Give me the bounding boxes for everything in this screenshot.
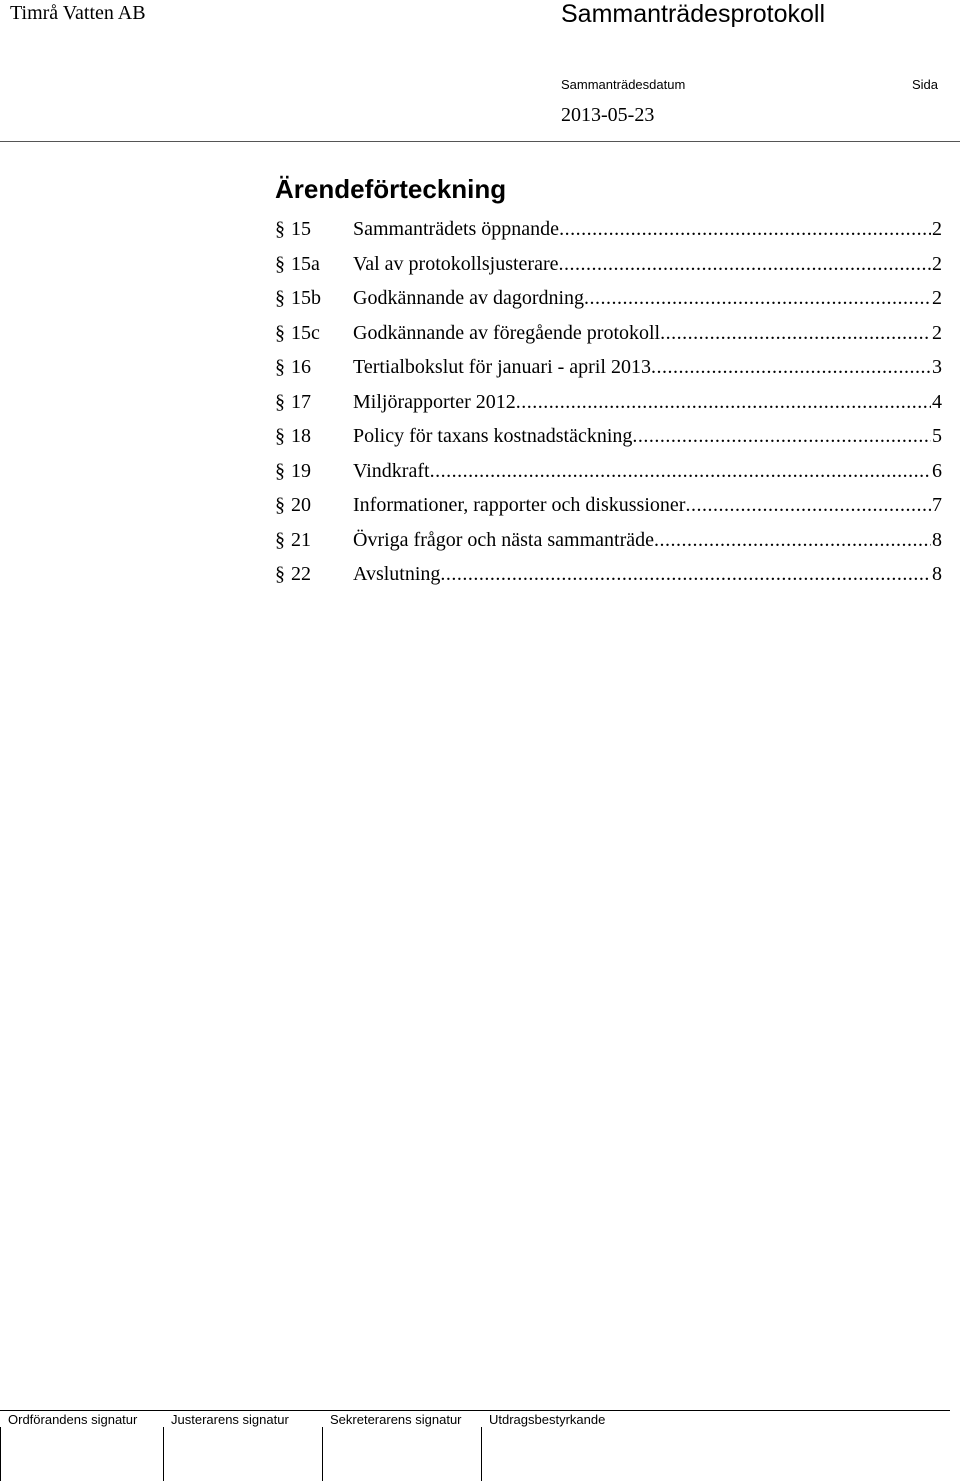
adjuster-signature-label: Justerarens signatur — [171, 1412, 289, 1427]
chair-signature-label: Ordförandens signatur — [8, 1412, 138, 1427]
item-title: Sammanträdets öppnande — [353, 218, 560, 240]
section-symbol: § — [275, 252, 285, 275]
item-title: Avslutning — [353, 563, 441, 585]
dot-leader — [584, 281, 931, 316]
certification-label: Utdragsbestyrkande — [489, 1412, 606, 1427]
certification-box — [481, 1411, 681, 1481]
item-page: 8 — [932, 528, 942, 551]
item-title: Godkännande av dagordning — [353, 287, 585, 309]
item-number: 15b — [291, 287, 321, 309]
item-page: 7 — [932, 494, 942, 516]
item-page: 2 — [932, 287, 942, 309]
item-number: 15c — [291, 321, 320, 344]
section-symbol: § — [275, 494, 285, 516]
section-symbol: § — [275, 287, 285, 309]
signature-footer — [0, 1410, 950, 1481]
dot-leader — [516, 385, 931, 420]
toc-title: Ärendeförteckning — [275, 174, 507, 204]
dot-leader — [654, 523, 931, 558]
signature-divider — [0, 1427, 1, 1481]
item-page: 2 — [932, 218, 942, 240]
meeting-date-value: 2013-05-23 — [561, 104, 655, 126]
item-title: Informationer, rapporter och diskussioner — [353, 494, 686, 516]
item-title: Miljörapporter 2012 — [353, 390, 516, 413]
dot-leader — [685, 488, 931, 523]
section-symbol: § — [275, 528, 285, 551]
toc-row — [275, 212, 942, 247]
dot-leader — [430, 454, 931, 489]
item-page: 3 — [932, 356, 942, 378]
section-symbol: § — [275, 425, 285, 447]
toc-row — [275, 316, 942, 351]
item-page: 2 — [932, 252, 942, 275]
dot-leader — [632, 419, 931, 454]
section-symbol: § — [275, 459, 285, 482]
toc-row — [275, 557, 942, 592]
item-number: 20 — [291, 494, 311, 516]
item-title: Godkännande av föregående protokoll — [353, 321, 661, 344]
toc-row — [275, 454, 942, 489]
item-page: 6 — [932, 459, 942, 482]
dot-leader — [660, 316, 931, 351]
item-title: Vindkraft — [353, 459, 430, 482]
section-symbol: § — [275, 356, 285, 378]
header-divider — [0, 141, 960, 142]
item-number: 21 — [291, 528, 311, 551]
document-title: Sammanträdesprotokoll — [561, 0, 826, 28]
adjuster-signature-box — [163, 1411, 322, 1481]
page-label: Sida — [912, 77, 939, 92]
item-page: 8 — [932, 563, 942, 585]
toc-row — [275, 281, 942, 316]
dot-leader — [559, 247, 932, 282]
signature-divider — [163, 1427, 164, 1481]
meeting-date-label: Sammanträdesdatum — [561, 77, 686, 92]
item-page: 4 — [932, 390, 942, 413]
section-symbol: § — [275, 390, 285, 413]
signature-divider — [322, 1427, 323, 1481]
chair-signature-box — [0, 1411, 163, 1481]
toc-row — [275, 350, 942, 385]
organization-name: Timrå Vatten AB — [10, 2, 146, 24]
toc-row — [275, 523, 942, 558]
toc-row — [275, 385, 942, 420]
item-number: 16 — [291, 356, 311, 378]
table-of-contents — [275, 212, 942, 592]
item-number: 15a — [291, 252, 320, 275]
secretary-signature-box — [322, 1411, 481, 1481]
item-number: 19 — [291, 459, 311, 482]
item-title: Val av protokollsjusterare — [353, 252, 559, 275]
item-page: 5 — [932, 425, 942, 447]
dot-leader — [440, 557, 931, 592]
item-number: 17 — [291, 390, 311, 413]
toc-row — [275, 488, 942, 523]
item-title: Övriga frågor och nästa sammanträde — [353, 528, 654, 551]
signature-divider — [481, 1427, 482, 1481]
section-symbol: § — [275, 218, 285, 240]
item-page: 2 — [932, 321, 942, 344]
item-number: 22 — [291, 563, 311, 585]
dot-leader — [559, 212, 931, 247]
secretary-signature-label: Sekreterarens signatur — [330, 1412, 462, 1427]
item-number: 15 — [291, 218, 311, 240]
toc-row — [275, 247, 942, 282]
item-title: Policy för taxans kostnadstäckning — [353, 425, 633, 447]
item-title: Tertialbokslut för januari - april 2013 — [353, 356, 651, 378]
dot-leader — [651, 350, 931, 385]
item-number: 18 — [291, 425, 311, 447]
toc-row — [275, 419, 942, 454]
section-symbol: § — [275, 563, 285, 585]
section-symbol: § — [275, 321, 285, 344]
